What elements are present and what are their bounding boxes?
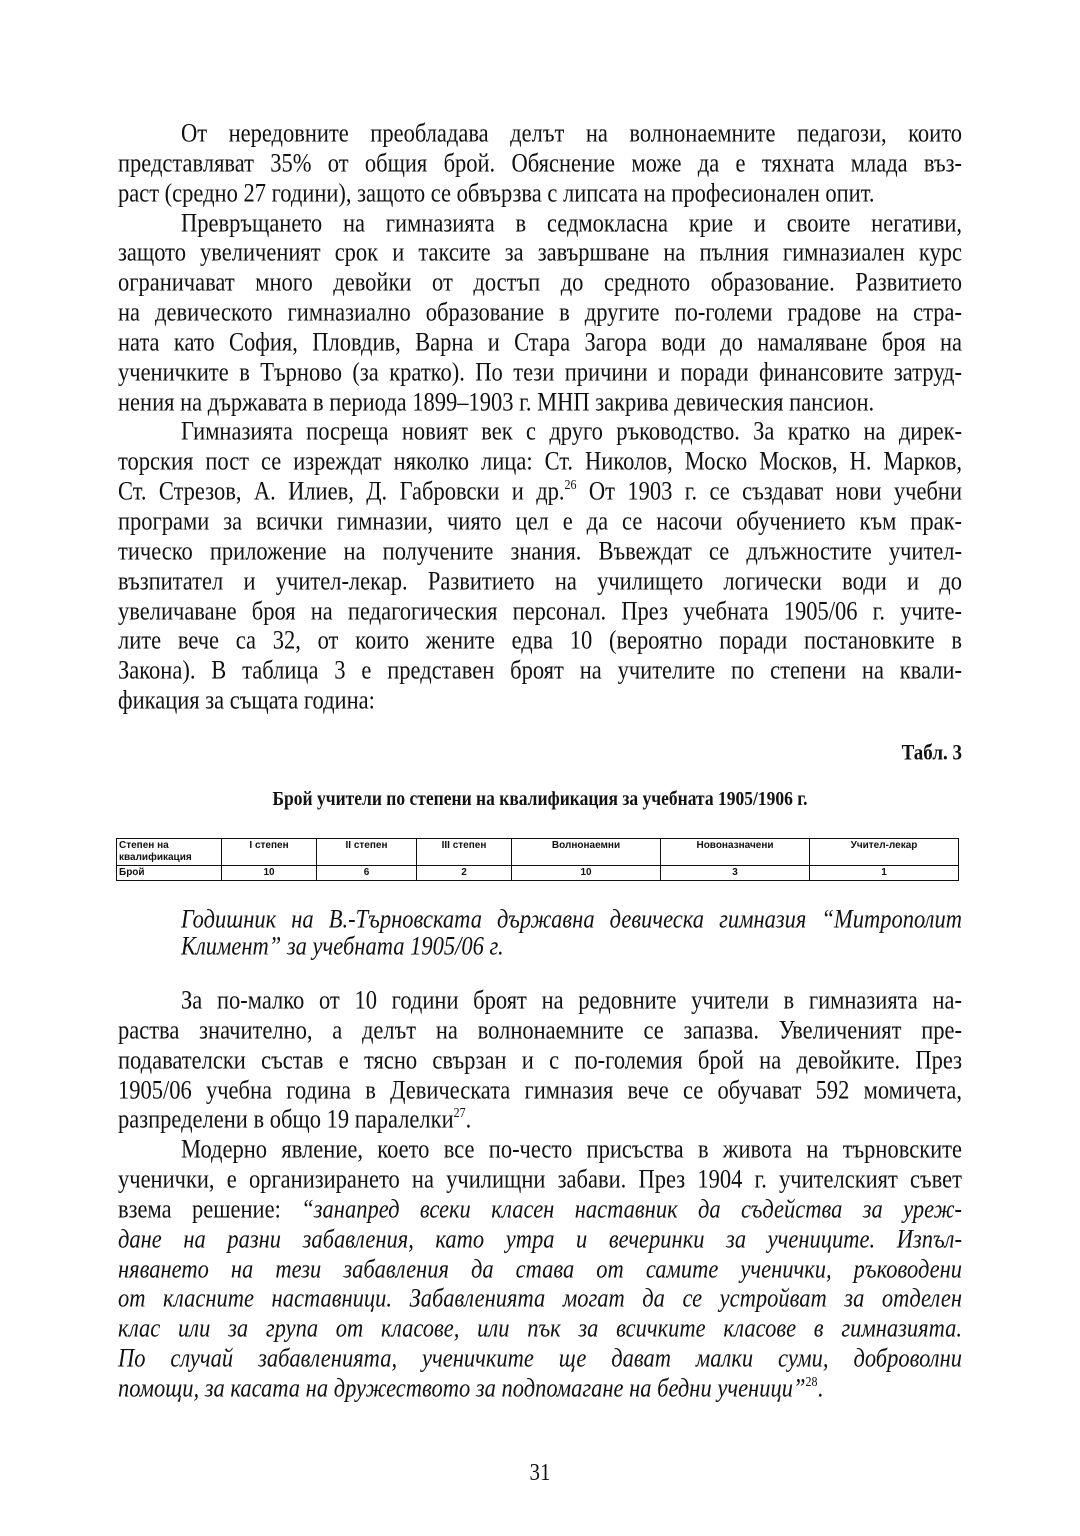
- table-header-cell: Учител-лекар: [810, 839, 959, 866]
- page-number: 31: [529, 1458, 551, 1486]
- text-segment: По случай забавленията, ученичките ще дават малки суми, доброволни: [118, 1342, 962, 1373]
- text-line: подавателски състав е тясно свързан и с по-големия брой на девойките. През: [118, 1044, 962, 1074]
- table-row: [117, 866, 959, 881]
- text-segment: помощи, за касата на дружеството за подпомагане на бедни ученици”: [118, 1372, 806, 1403]
- text-line: увеличаване броя на педагогическия персонал. През учебната 1905/06 г. учите-: [118, 595, 962, 625]
- table-header-cell: I степен: [222, 839, 317, 866]
- text-line: възпитател и учител-лекар. Развитието на училището логически води и до: [118, 565, 962, 595]
- text-segment: Годишник на В.-Търновската държавна девическа гимназия “Митрополит: [181, 903, 962, 934]
- footnote-ref: 27: [453, 1104, 466, 1122]
- text-segment: От 1903 г. се създават нови учебни: [576, 475, 962, 506]
- text-segment: от класните наставници. Забавленията могат да се устройват за отделен: [118, 1283, 962, 1313]
- table-cell: 10: [512, 866, 661, 881]
- text-segment: Ст. Стрезов, А. Илиев, Д. Габровски и др.: [118, 475, 565, 506]
- text-line: ограничават много девойки от достъп до средното образование. Развитието: [118, 266, 962, 297]
- text-line: Закона). В таблица 3 е представен броят на учителите по степени на квали-: [118, 654, 962, 685]
- text-line: раст (средно 27 години), защото се обвързва с липсата на професионален опит.: [118, 177, 875, 207]
- text-line: торския пост се изреждат няколко лица: Ст. Николов, Моско Москов, Н. Марков,: [118, 445, 962, 476]
- table-header-cell: Новоназначени: [661, 839, 810, 866]
- text-segment: .: [817, 1372, 824, 1403]
- text-segment: клас или за група от класове, или пък за всичките класове в гимназията.: [118, 1312, 962, 1343]
- text-line: ната като София, Пловдив, Варна и Стара Загора води до намаляване броя на: [118, 326, 962, 357]
- text-line: [181, 930, 962, 962]
- text-line: на девическото гимназиално образование в другите по-големи градове на стра-: [118, 296, 962, 327]
- footnote-ref: 28: [805, 1373, 818, 1390]
- text-line: [118, 1370, 962, 1405]
- table-cell: 1: [810, 866, 959, 881]
- qualification-table: [116, 838, 959, 881]
- table-title: Брой учители по степени на квалификация за учебната 1905/1906 г.: [272, 786, 808, 810]
- table-label: Табл. 3: [901, 741, 962, 766]
- table-header-cell: II степен: [317, 839, 417, 866]
- text-segment: дане на разни забавления, като утра и вечеринки за учениците. Изпъл-: [118, 1223, 962, 1253]
- text-line: представляват 35% от общия брой. Обяснение може да е тяхната млада въз-: [118, 147, 962, 178]
- footnote-ref: 26: [564, 476, 577, 493]
- text-line: тическо приложение на получените знания. Въвеждат се длъжностите учител-: [118, 535, 962, 565]
- text-segment: .: [465, 1104, 472, 1134]
- table-source-caption: [181, 905, 962, 959]
- body-text-top: [118, 118, 962, 715]
- text-segment: взема решение:: [118, 1193, 302, 1224]
- text-segment: разпределени в общо 19 паралелки: [118, 1104, 454, 1134]
- table-header-cell: III степен: [417, 839, 512, 866]
- table-cell: 2: [417, 866, 512, 881]
- table-cell: 6: [317, 866, 417, 881]
- table-cell: 3: [661, 866, 810, 881]
- text-line: защото увеличеният срок и таксите за завършване на пълния гимназиален курс: [118, 237, 962, 267]
- text-line: Превръщането на гимназията в седмокласна крие и своите негативи,: [181, 207, 962, 237]
- text-line: ученичките в Търново (за кратко). По тези причини и поради финансовите затруд-: [118, 356, 962, 386]
- text-line: лите вече са 32, от които жените едва 10 (вероятно поради постановките в: [118, 625, 962, 655]
- text-line: нения на държавата в периода 1899–1903 г. МНП закрива девическия пансион.: [118, 386, 875, 416]
- text-line: ученички, е организирането на училищни забави. През 1904 г. учителският съвет: [118, 1163, 962, 1194]
- text-line: Гимназията посреща новият век с друго ръководство. За кратко на дирек-: [181, 416, 962, 446]
- text-line: От нередовните преобладава делът на волнонаемните педагози, които: [181, 117, 962, 148]
- table-header-row: [117, 839, 959, 866]
- table-cell: 10: [222, 866, 317, 881]
- body-text-bottom: [118, 985, 962, 1403]
- text-segment: “занапред всеки класен наставник да съдейства за уреж-: [301, 1193, 962, 1224]
- text-segment: няването на тези забавления да става от самите ученички, ръководени: [118, 1253, 962, 1283]
- text-line: раства значително, а делът на волнонаемните се запазва. Увеличеният пре-: [118, 1014, 962, 1045]
- text-segment: Климент” за учебната 1905/06 г.: [181, 930, 504, 961]
- table-cell: Брой: [117, 866, 222, 881]
- text-line: За по-малко от 10 години броят на редовните учители в гимназията на-: [181, 984, 962, 1015]
- text-line: фикация за същата година:: [118, 684, 375, 715]
- text-line: програми за всички гимназии, чиято цел е да се насочи обучението към прак-: [118, 505, 962, 536]
- table-header-cell: Степен на квалификация: [117, 839, 222, 866]
- text-line: Модерно явление, което все по-често присъства в живота на търновските: [181, 1133, 962, 1164]
- table-header-cell: Волнонаемни: [512, 839, 661, 866]
- text-line: 1905/06 учебна година в Девическата гимназия вече се обучават 592 момичета,: [118, 1074, 962, 1104]
